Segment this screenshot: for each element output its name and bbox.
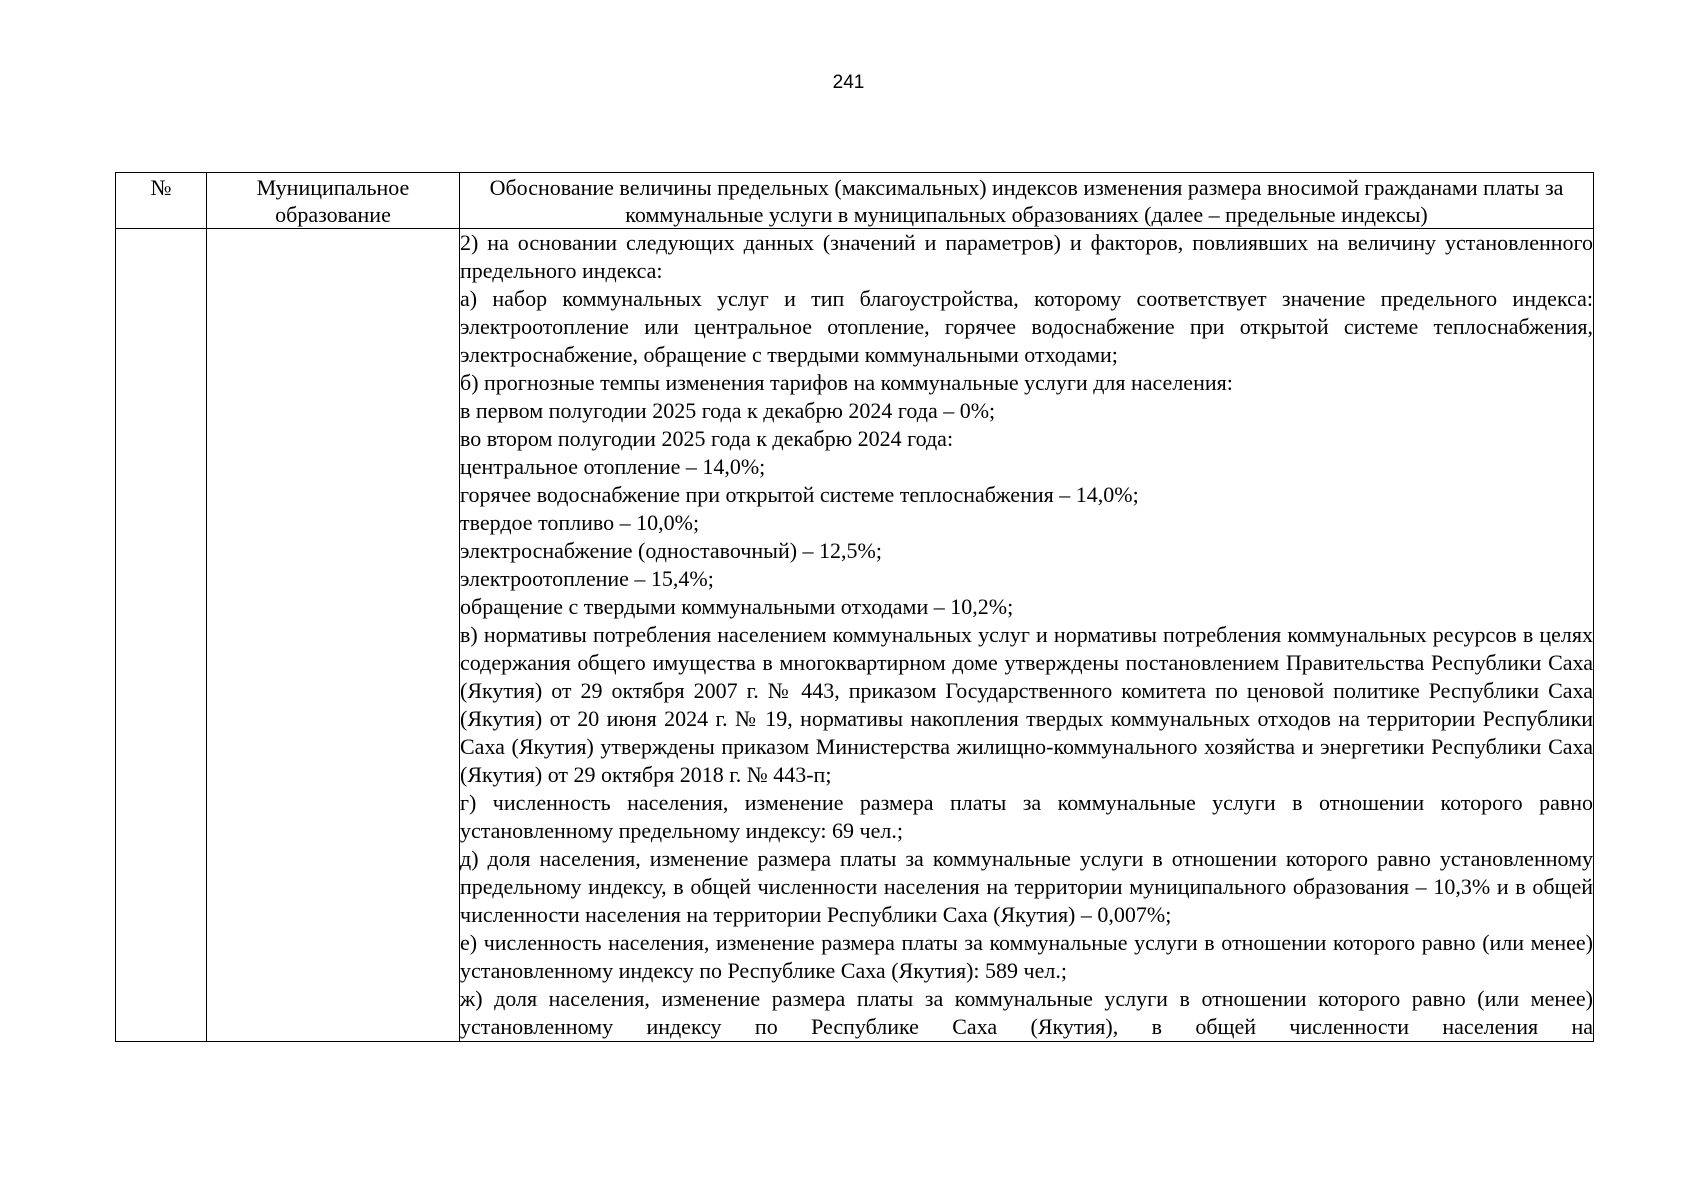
paragraph-central-heating: центральное отопление – 14,0%;: [460, 454, 766, 479]
cell-municipality: [207, 229, 460, 1042]
paragraph-v-norms: в) нормативы потребления населением коммунальных услуг и нормативы потребления коммунальных ресурсов в целях содержания общего имущества в многоквартирном доме утверждены постановлением Правительства Республики Саха (Якутия) от 29 октября 2007 г. № 443, приказом Государственного комитета по ценовой политике Республики Саха (Якутия) от 20 июня 2024 г. № 19, нормативы накопления твердых коммунальных отходов на территории Республики Саха (Якутия) утверждены приказом Министерства жилищно-коммунального хозяйства и энергетики Республики Саха (Якутия) от 29 октября 2018 г. № 443-п;: [460, 622, 1593, 787]
header-justification: Обоснование величины предельных (максимальных) индексов изменения размера вносимой гражданами платы за коммунальные услуги в муниципальных образованиях (далее – предельные индексы): [460, 173, 1594, 229]
table-row: [116, 229, 1594, 1042]
header-number: №: [116, 173, 207, 229]
paragraph-solid-waste: обращение с твердыми коммунальными отходами – 10,2%;: [460, 594, 1014, 619]
paragraph-first-half: в первом полугодии 2025 года к декабрю 2024 года – 0%;: [460, 398, 996, 423]
paragraph-g-population-count: г) численность населения, изменение размера платы за коммунальные услуги в отношении которого равно установленному предельному индексу: 69 чел.;: [460, 790, 1593, 843]
cell-justification: [460, 229, 1594, 1042]
cell-number: [116, 229, 207, 1042]
page-number: 241: [832, 72, 865, 93]
paragraph-b-tariff-rates: б) прогнозные темпы изменения тарифов на коммунальные услуги для населения:: [460, 370, 1233, 395]
paragraph-hot-water: горячее водоснабжение при открытой системе теплоснабжения – 14,0%;: [460, 482, 1139, 507]
paragraph-electric-heating: электроотопление – 15,4%;: [460, 566, 714, 591]
paragraph-2-intro: 2) на основании следующих данных (значений и параметров) и факторов, повлиявших на величину установленного предельного индекса:: [460, 230, 1593, 283]
paragraph-electricity: электроснабжение (одноставочный) – 12,5%;: [460, 538, 882, 563]
paragraph-a-services: а) набор коммунальных услуг и тип благоустройства, которому соответствует значение предельного индекса: электроотопление или центральное отопление, горячее водоснабжение при открытой системе теплоснабжения, электроснабжение, обращение с твердыми коммунальными отходами;: [460, 286, 1593, 367]
table-header-row: [116, 173, 1594, 229]
header-municipality: Муниципальное образование: [207, 173, 460, 229]
paragraph-d-population-share: д) доля населения, изменение размера платы за коммунальные услуги в отношении которого равно установленному предельному индексу, в общей численности населения на территории муниципального образования – 10,3% и в общей численности населения на территории Республики Саха (Якутия) – 0,007%;: [460, 846, 1593, 927]
paragraph-e-population-count-republic: е) численность населения, изменение размера платы за коммунальные услуги в отношении которого равно (или менее) установленному индексу по Республике Саха (Якутия): 589 чел.;: [460, 930, 1593, 983]
paragraph-solid-fuel: твердое топливо – 10,0%;: [460, 510, 700, 535]
paragraph-zh-population-share-republic: ж) доля населения, изменение размера платы за коммунальные услуги в отношении которого равно (или менее) установленному индексу по Республике Саха (Якутия), в общей численности населения на: [460, 986, 1593, 1039]
paragraph-second-half: во втором полугодии 2025 года к декабрю 2024 года:: [460, 426, 954, 451]
justification-table: [115, 172, 1594, 1042]
